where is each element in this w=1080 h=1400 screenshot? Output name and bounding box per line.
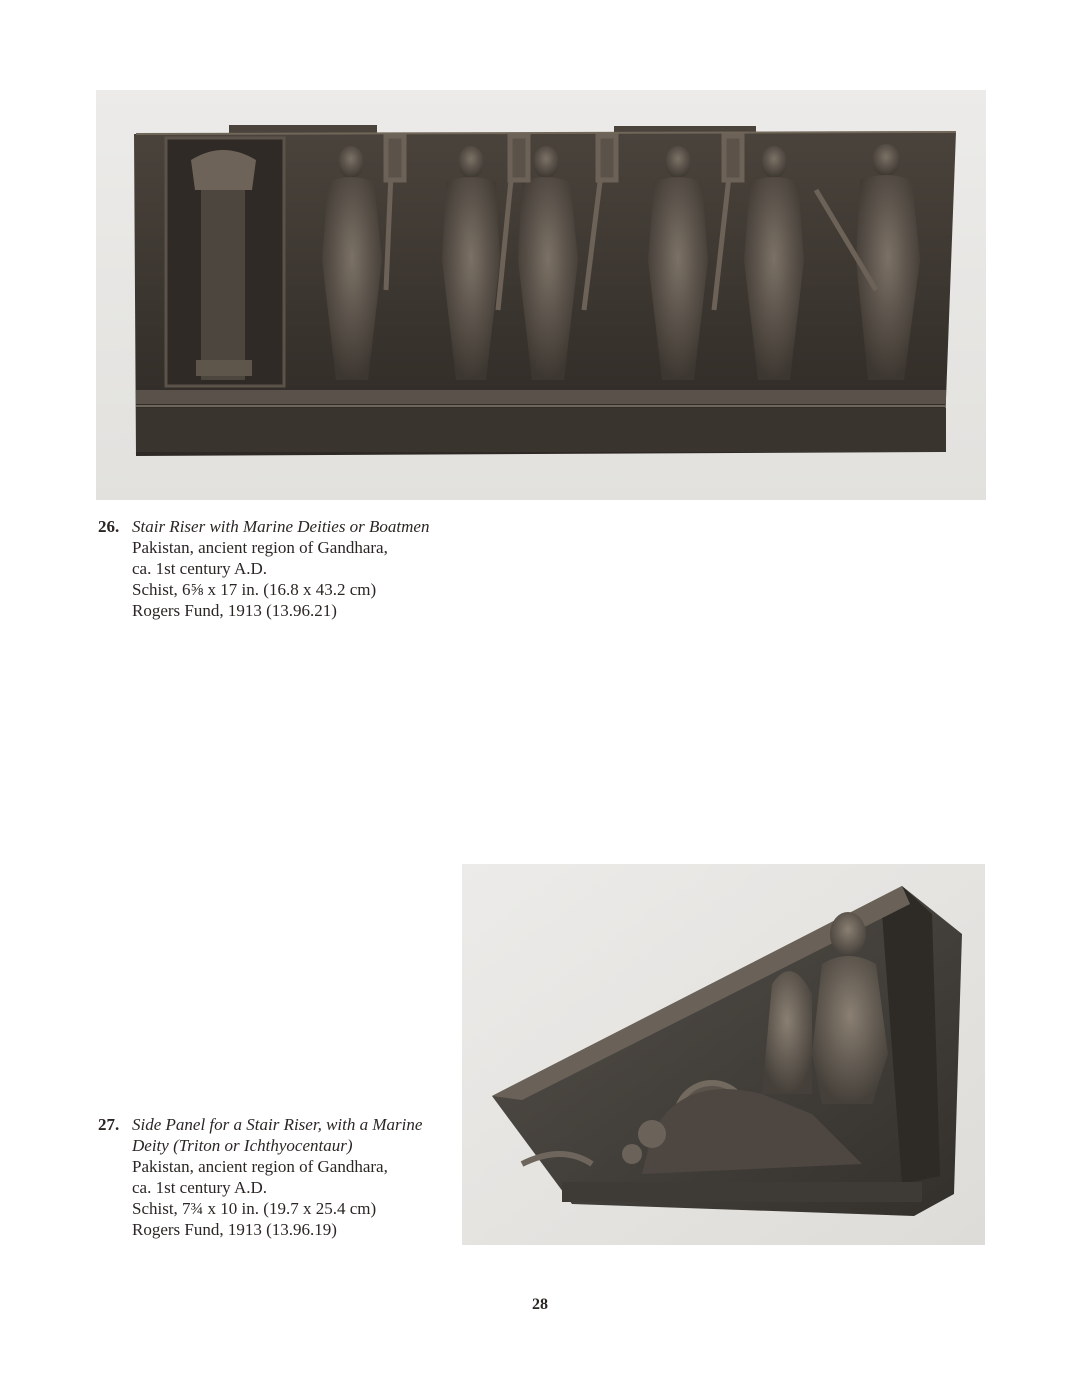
item-dimensions: Schist, 7¾ x 10 in. (19.7 x 25.4 cm) [132, 1199, 377, 1218]
stair-riser-photo [96, 90, 986, 500]
item-title-continued: Deity (Triton or Ichthyocentaur) [132, 1136, 353, 1155]
caption-item-26 [98, 516, 478, 621]
item-title: Stair Riser with Marine Deities or Boatmen [132, 517, 430, 536]
page-number: 28 [532, 1296, 548, 1313]
item-number: 26. [98, 517, 120, 536]
triton-side-panel-image [462, 864, 985, 1245]
item-date: ca. 1st century A.D. [132, 1178, 268, 1197]
side-panel-photo [462, 864, 985, 1245]
item-place: Pakistan, ancient region of Gandhara, [132, 538, 388, 557]
caption-item-27 [98, 1114, 438, 1240]
item-credit: Rogers Fund, 1913 (13.96.21) [132, 601, 337, 620]
item-place: Pakistan, ancient region of Gandhara, [132, 1157, 388, 1176]
item-dimensions: Schist, 6⅝ x 17 in. (16.8 x 43.2 cm) [132, 580, 377, 599]
stair-riser-relief-image [96, 90, 986, 500]
item-date: ca. 1st century A.D. [132, 559, 268, 578]
item-number: 27. [98, 1115, 120, 1134]
item-credit: Rogers Fund, 1913 (13.96.19) [132, 1220, 337, 1239]
item-title: Side Panel for a Stair Riser, with a Marine [132, 1115, 423, 1134]
